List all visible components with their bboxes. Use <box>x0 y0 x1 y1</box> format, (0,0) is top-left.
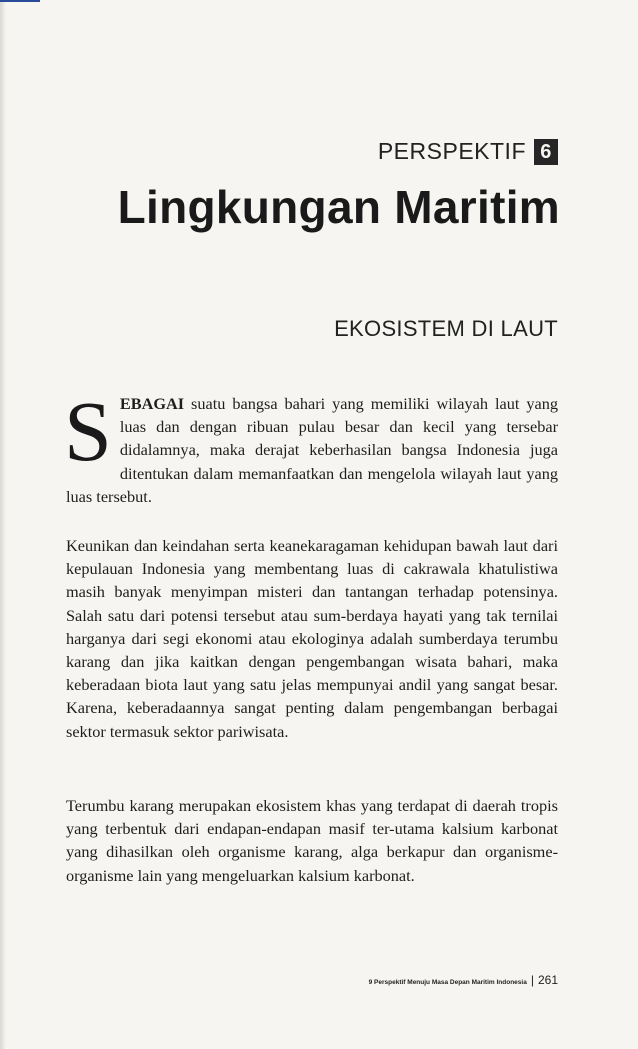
page-footer <box>369 973 558 987</box>
paragraph-2: Keunikan dan keindahan serta keanekaragaman kehidupan bawah laut dari kepulauan Indonesia yang membentang luas di cakrawala khatulistiwa masih banyak menyimpan misteri dan tantangan terhadap potensinya. Salah satu dari potensi tersebut atau sum-berdaya hayati yang tak ternilai harganya dari segi ekonomi atau ekologinya adalah sumberdaya terumbu karang dan jika kaitkan dengan pengembangan wisata bahari, maka keberadaan biota laut yang satu jelas mempunyai andil yang sangat besar. Karena, keberadaannya sangat penting dalam pengembangan berbagai sektor termasuk sektor pariwisata. <box>66 536 558 741</box>
chapter-number-badge: 6 <box>534 139 558 165</box>
chapter-title: Lingkungan Maritim <box>117 181 560 233</box>
paragraph-1-text: suatu bangsa bahari yang memiliki wilayah laut yang luas dan dengan ribuan pulau besar dan kecil yang tersebar didalamnya, maka derajat keberhasilan bangsa Indonesia juga ditentukan dalam memanfaatkan dan mengelola wilayah laut yang luas tersebut. <box>66 394 558 506</box>
page-edge-shadow <box>0 0 6 1049</box>
chapter-label-text: PERSPEKTIF <box>377 138 526 164</box>
chapter-label <box>378 138 558 165</box>
top-edge-mark <box>0 0 40 2</box>
lead-word: EBAGAI <box>119 394 185 413</box>
footer-separator: | <box>530 973 534 987</box>
footer-book-title: 9 Perspektif Menuju Masa Depan Maritim Indonesia <box>368 979 527 986</box>
section-title: EKOSISTEM DI LAUT <box>334 316 558 341</box>
paragraph-1 <box>64 383 558 508</box>
paragraph-3: Terumbu karang merupakan ekosistem khas yang terdapat di daerah tropis yang terbentuk dari endapan-endapan masif ter-utama kalsium karbonat yang dihasilkan oleh organisme karang, alga berkapur dan organisme-organisme lain yang mengeluarkan kalsium karbonat. <box>66 796 558 885</box>
page-number: 261 <box>537 973 558 987</box>
drop-cap: S <box>64 383 112 479</box>
